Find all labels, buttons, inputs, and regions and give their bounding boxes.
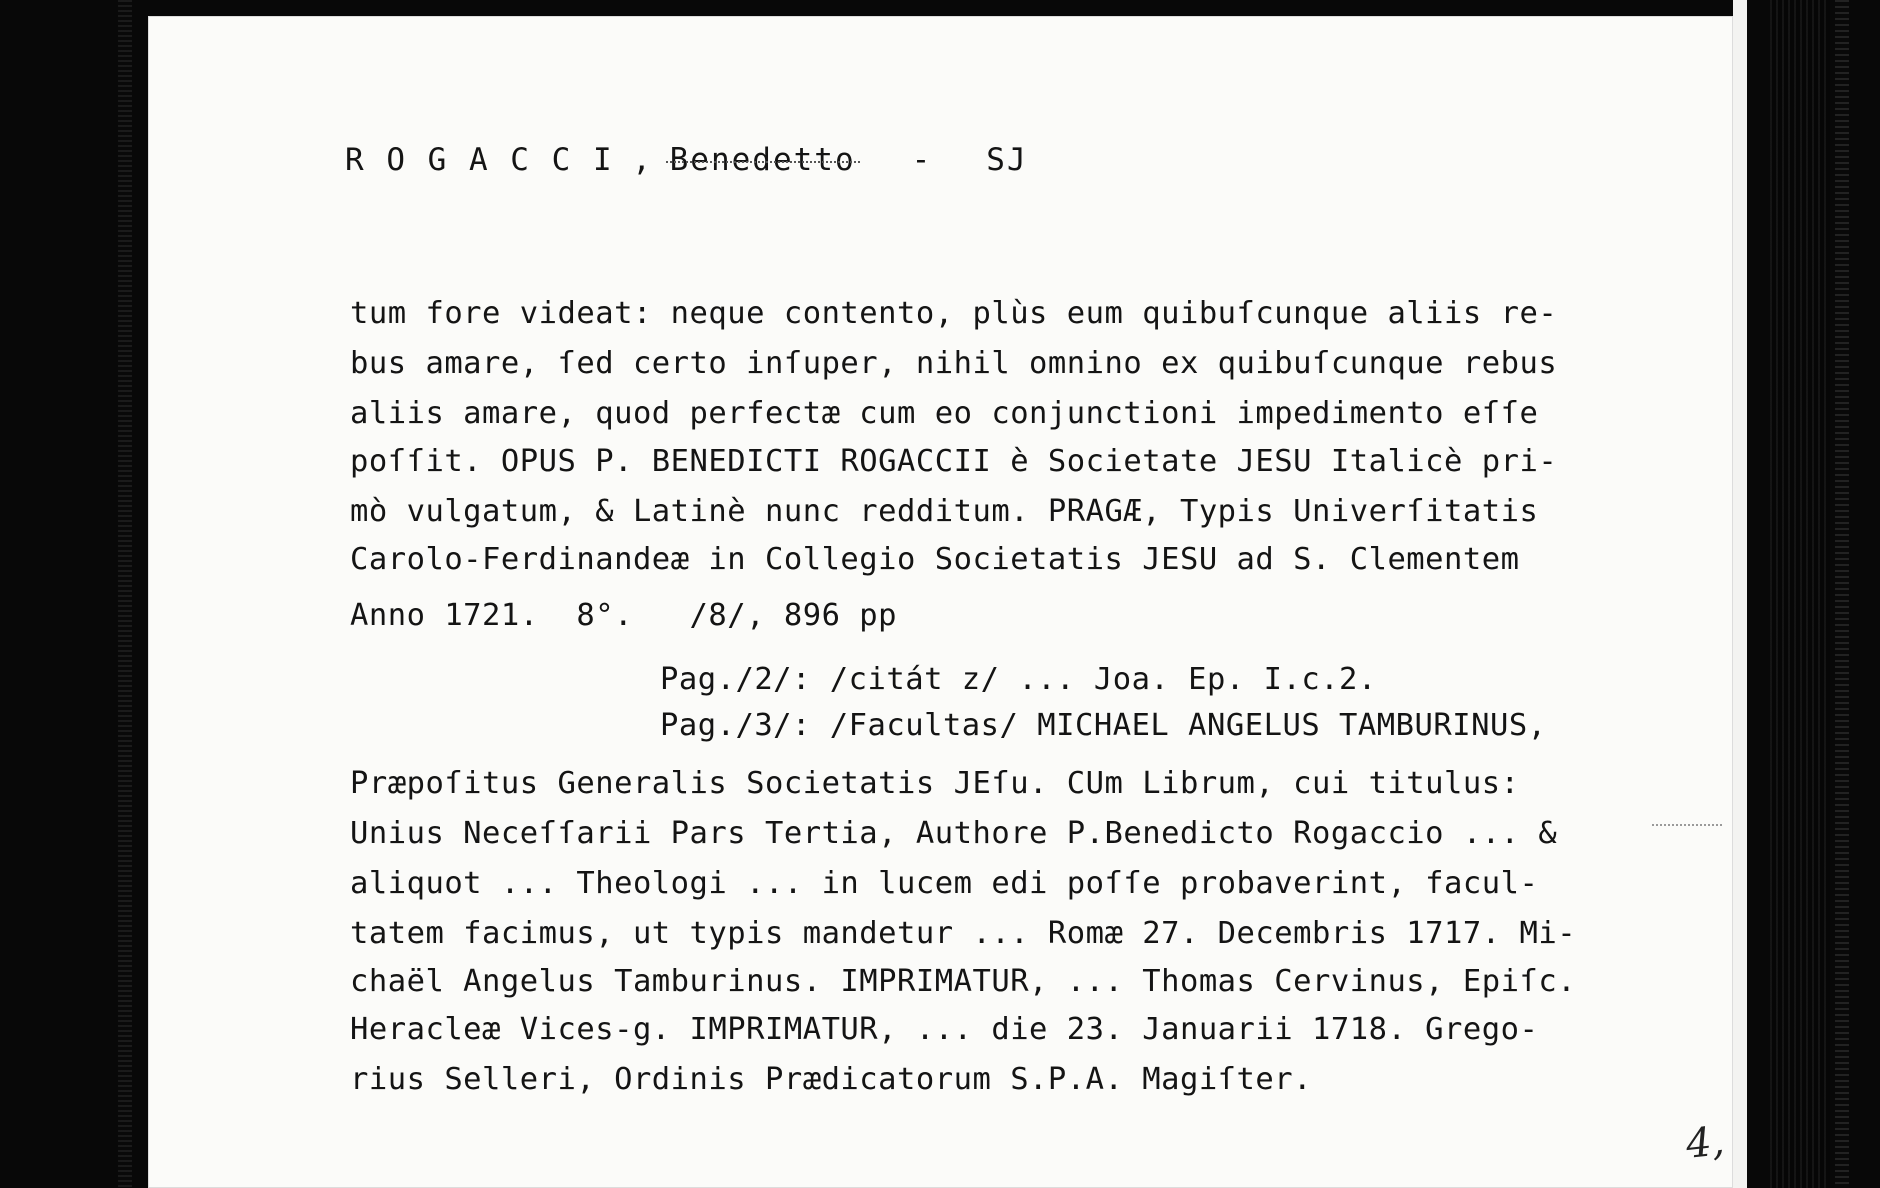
- pag-note-line: Pag./3/: /Facultas/ MICHAEL ANGELUS TAMBURINUS,: [660, 708, 1547, 743]
- body-line: Carolo-Ferdinandeæ in Collegio Societatis JESU ad S. Clementem: [350, 542, 1520, 577]
- body-line: tum fore videat: neque contento, plùs eum quibuſcunque aliis re-: [350, 296, 1558, 331]
- pag-note-line: Pag./2/: /citát z/ ... Joa. Ep. I.c.2.: [660, 662, 1377, 697]
- continuation-line: tatem facimus, ut typis mandetur ... Romæ 27. Decembris 1717. Mi-: [350, 916, 1577, 951]
- body-line: bus amare, ſed certo inſuper, nihil omnino ex quibuſcunque rebus: [350, 346, 1558, 381]
- heading-separator: ,: [613, 142, 670, 178]
- body-line: aliis amare, quod perfectæ cum eo conjunctioni impedimento eſſe: [350, 396, 1539, 431]
- card-edge-strip: [1733, 0, 1747, 1188]
- handwritten-page-number: 4,: [1683, 1118, 1727, 1168]
- dotted-mark: [1652, 824, 1722, 828]
- continuation-line: aliquot ... Theologi ... in lucem edi poſſe probaverint, facul-: [350, 866, 1539, 901]
- author-surname: R O G A C C I: [345, 142, 614, 178]
- author-given-name: Benedetto: [669, 142, 856, 178]
- imprint-line: Anno 1721. 8°. /8/, 896 pp: [350, 598, 898, 633]
- film-perforation-strip: [1835, 0, 1849, 1188]
- continuation-line: chaël Angelus Tamburinus. IMPRIMATUR, ... Thomas Cervinus, Epiſc.: [350, 964, 1577, 999]
- card-heading: [345, 142, 1028, 178]
- film-edge-right: [1770, 0, 1830, 1188]
- continuation-line: Heracleæ Vices-g. IMPRIMATUR, ... die 23. Januarii 1718. Grego-: [350, 1012, 1539, 1047]
- heading-dash: -: [855, 142, 987, 178]
- religious-order: SJ: [986, 142, 1028, 178]
- film-edge-left: [118, 0, 132, 1188]
- continuation-line: Unius Neceſſarii Pars Tertia, Authore P.Benedicto Rogaccio ... &: [350, 816, 1558, 851]
- body-line: mò vulgatum, & Latinè nunc redditum. PRAGÆ, Typis Univerſitatis: [350, 494, 1539, 529]
- continuation-line: rius Selleri, Ordinis Prædicatorum S.P.A. Magiſter.: [350, 1062, 1312, 1097]
- continuation-line: Præpoſitus Generalis Societatis JEſu. CUm Librum, cui titulus:: [350, 766, 1520, 801]
- body-line: poſſit. OPUS P. BENEDICTI ROGACCII è Societate JESU Italicè pri-: [350, 444, 1558, 479]
